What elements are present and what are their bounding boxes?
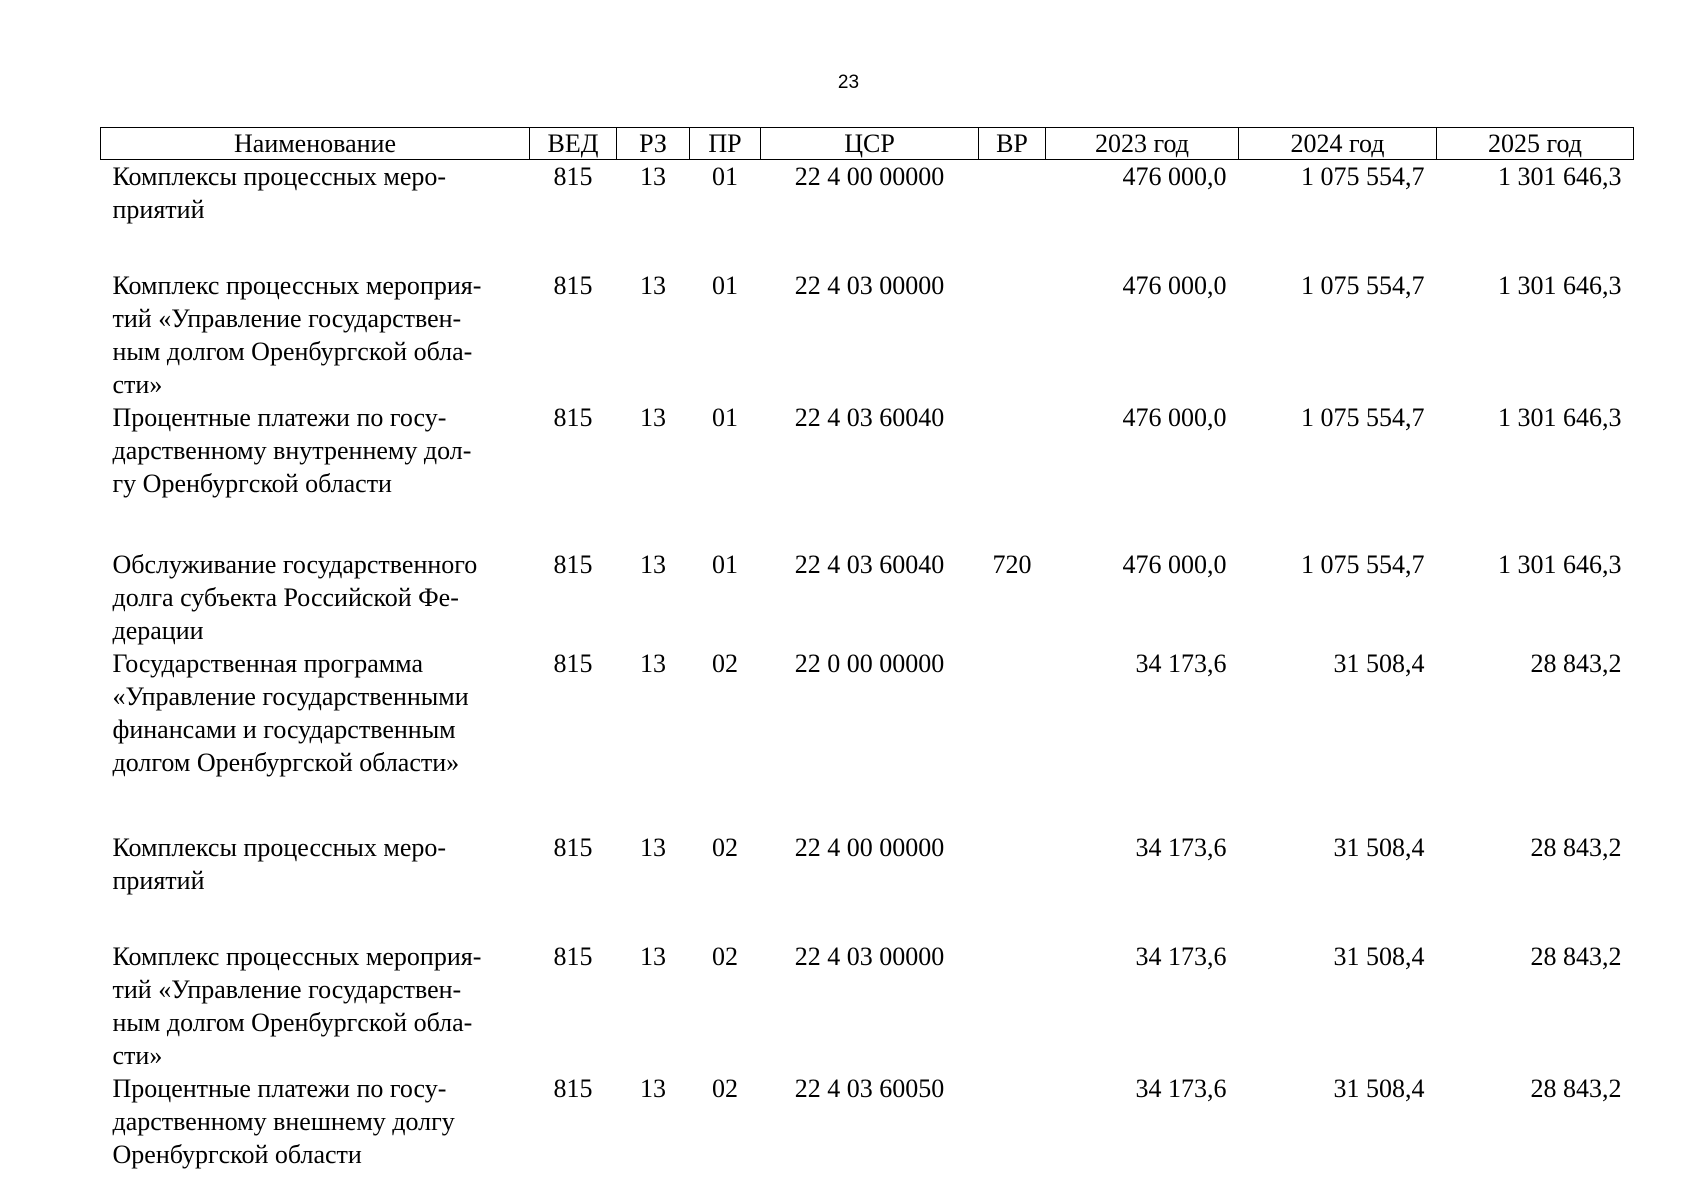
row-pr: 01 [712,550,738,579]
header-2024: 2024 год [1239,128,1437,160]
row-name-line: ным долгом Оренбургской обла- [112,1008,473,1037]
row-pr: 02 [712,649,738,678]
row-rz: 13 [640,1074,666,1103]
row-2024: 1 075 554,7 [1301,550,1425,579]
row-name-line: долгом Оренбургской области» [112,748,460,777]
row-2025: 1 301 646,3 [1498,550,1622,579]
row-pr: 01 [712,162,738,191]
row-vr [979,401,1046,548]
row-csr: 22 4 00 00000 [794,162,945,191]
row-name-line: тий «Управление государствен- [112,304,462,333]
row-2024: 31 508,4 [1333,649,1425,678]
row-name [101,401,530,548]
row-rz: 13 [640,550,666,579]
row-2025: 1 301 646,3 [1498,403,1622,432]
row-ved: 815 [553,942,593,971]
row-2024: 1 075 554,7 [1301,271,1425,300]
row-2025: 28 843,2 [1530,833,1622,862]
row-ved: 815 [553,162,593,191]
row-name-line: гу Оренбургской области [112,469,392,498]
row-pr: 01 [712,271,738,300]
header-2025: 2025 год [1437,128,1634,160]
row-name-line: «Управление государственными [112,682,469,711]
row-name-line: приятий [112,195,205,224]
row-name-line: дарственному внутреннему дол- [112,436,472,465]
row-ved: 815 [553,271,593,300]
header-2023: 2023 год [1046,128,1239,160]
header-name: Наименование [101,128,530,160]
header-csr: ЦСР [761,128,979,160]
row-2023: 34 173,6 [1135,1074,1227,1103]
row-name-line: приятий [112,866,205,895]
row-name [101,831,530,940]
row-name [101,160,530,270]
row-name-line: Комплексы процессных меро- [112,833,447,862]
table-header-row [101,128,1634,160]
row-2024: 31 508,4 [1333,942,1425,971]
row-2025: 28 843,2 [1530,1074,1622,1103]
row-ved: 815 [553,649,593,678]
row-2023: 476 000,0 [1122,550,1227,579]
header-ved: ВЕД [530,128,617,160]
table-row [101,548,1634,647]
row-rz: 13 [640,649,666,678]
row-name-line: Процентные платежи по госу- [112,403,447,432]
header-vr: ВР [979,128,1046,160]
row-pr: 02 [712,833,738,862]
budget-table [100,127,1634,1171]
table-body [101,160,1634,1172]
row-name-line: дарственному внешнему долгу [112,1107,455,1136]
row-ved: 815 [553,550,593,579]
row-name-line: Процентные платежи по госу- [112,1074,447,1103]
table-row [101,647,1634,831]
row-name-line: долга субъекта Российской Фе- [112,583,459,612]
row-name-line: Комплекс процессных мероприя- [112,942,482,971]
row-ved: 815 [553,403,593,432]
table-row [101,401,1634,548]
row-name [101,940,530,1072]
row-2025: 1 301 646,3 [1498,271,1622,300]
row-rz: 13 [640,942,666,971]
row-vr [979,831,1046,940]
row-vr: 720 [992,550,1032,579]
row-2023: 34 173,6 [1135,942,1227,971]
row-name-line: дерации [112,616,204,645]
row-name-line: Обслуживание государственного [112,550,478,579]
row-csr: 22 4 00 00000 [794,833,945,862]
row-rz: 13 [640,833,666,862]
table-row [101,269,1634,401]
row-pr: 02 [712,942,738,971]
row-vr [979,647,1046,831]
table-row [101,160,1634,270]
row-2023: 34 173,6 [1135,649,1227,678]
row-name-line: сти» [112,1041,163,1070]
row-2024: 1 075 554,7 [1301,162,1425,191]
row-ved: 815 [553,833,593,862]
table-row [101,831,1634,940]
row-vr [979,940,1046,1072]
row-2023: 476 000,0 [1122,403,1227,432]
row-2023: 476 000,0 [1122,162,1227,191]
row-2024: 31 508,4 [1333,1074,1425,1103]
row-name-line: Государственная программа [112,649,424,678]
row-csr: 22 4 03 60040 [794,550,945,579]
row-name [101,1072,530,1171]
header-pr: ПР [690,128,761,160]
row-2023: 34 173,6 [1135,833,1227,862]
row-name [101,269,530,401]
row-csr: 22 4 03 00000 [794,942,945,971]
header-rz: РЗ [617,128,690,160]
page-number: 23 [837,72,860,93]
row-pr: 01 [712,403,738,432]
row-rz: 13 [640,403,666,432]
row-2024: 1 075 554,7 [1301,403,1425,432]
row-csr: 22 4 03 60040 [794,403,945,432]
table-row [101,1072,1634,1171]
row-vr [979,1072,1046,1171]
table-row [101,940,1634,1072]
row-ved: 815 [553,1074,593,1103]
row-csr: 22 4 03 60050 [794,1074,945,1103]
row-2025: 28 843,2 [1530,942,1622,971]
row-rz: 13 [640,271,666,300]
row-vr [979,160,1046,270]
row-name [101,647,530,831]
row-csr: 22 0 00 00000 [794,649,945,678]
row-vr [979,269,1046,401]
row-2025: 28 843,2 [1530,649,1622,678]
row-name-line: финансами и государственным [112,715,456,744]
row-rz: 13 [640,162,666,191]
row-name-line: тий «Управление государствен- [112,975,462,1004]
row-name [101,548,530,647]
row-name-line: сти» [112,370,163,399]
row-csr: 22 4 03 00000 [794,271,945,300]
row-2025: 1 301 646,3 [1498,162,1622,191]
row-name-line: ным долгом Оренбургской обла- [112,337,473,366]
row-pr: 02 [712,1074,738,1103]
row-2024: 31 508,4 [1333,833,1425,862]
row-name-line: Оренбургской области [112,1140,362,1169]
row-name-line: Комплекс процессных мероприя- [112,271,482,300]
row-name-line: Комплексы процессных меро- [112,162,447,191]
row-2023: 476 000,0 [1122,271,1227,300]
